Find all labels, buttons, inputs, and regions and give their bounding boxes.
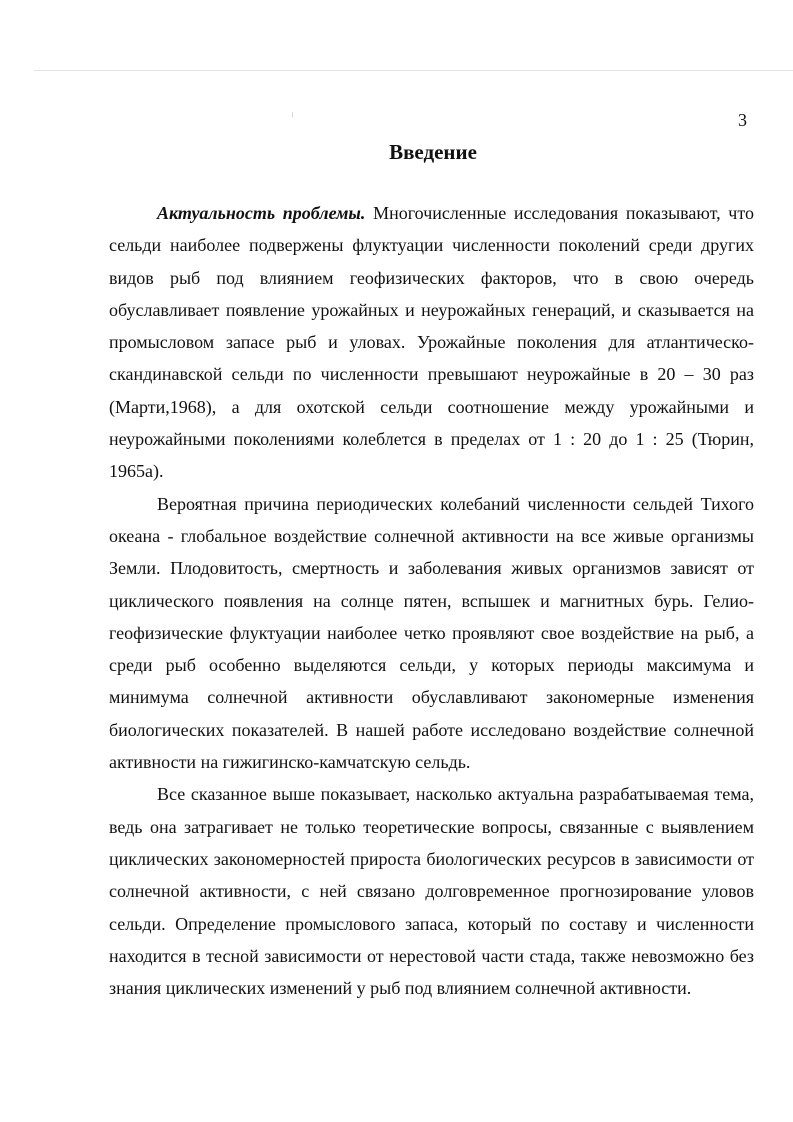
paragraph-lead-in: Актуальность проблемы.: [157, 203, 366, 223]
paragraph-cause: Вероятная причина периодических колебаний численности сельдей Тихого океана - глобальное воздействие солнечной активности на все живые организмы Земли. Плодовитость, смертность и заболевания живых организмов зависят от циклического появления на солнце пятен, вспышек и магнитных бурь. Гелио-геофизические флуктуации наиболее четко проявляют свое воздействие на рыб, а среди рыб особенно выделяются сельди, у которых периоды максимума и минимума солнечной активности обуславливают закономерные изменения биологических показателей. В нашей работе исследовано воздействие солнечной активности на гижигинско-камчатскую сельдь.: [109, 493, 754, 773]
scan-edge-line: [34, 70, 793, 71]
paragraph-summary: Все сказанное выше показывает, насколько актуальна разрабатываемая тема, ведь она затрагивает не только теоретические вопросы, связанные с выявлением циклических закономерностей прироста биологических ресурсов в зависимости от солнечной активности, с ней связано долговременное прогнозирование уловов сельди. Определение промыслового запаса, который по составу и численности находится в тесной зависимости от нерестовой части стада, также невозможно без знания циклических изменений у рыб под влиянием солнечной активности.: [109, 784, 754, 999]
page-number: 3: [738, 110, 747, 130]
body-text: [109, 197, 754, 1004]
paragraph-text: Многочисленные исследования показывают, что сельди наиболее подвержены флуктуации численности поколений среди других видов рыб под влиянием геофизических факторов, что в свою очередь обуславливает появление урожайных и неурожайных генераций, и сказывается на промысловом запасе рыб и уловах. Урожайные поколения для атлантическо-скандинавской сельди по численности превышают неурожайные в 20 – 30 раз (Марти,1968), а для охотской сельди соотношение между урожайными и неурожайными поколениями колеблется в пределах от 1 : 20 до 1 : 25 (Тюрин, 1965а).: [109, 203, 754, 482]
scan-artifact-mark: [292, 112, 293, 117]
paragraph-relevance: [109, 197, 754, 488]
page-title: Введение: [389, 140, 477, 164]
